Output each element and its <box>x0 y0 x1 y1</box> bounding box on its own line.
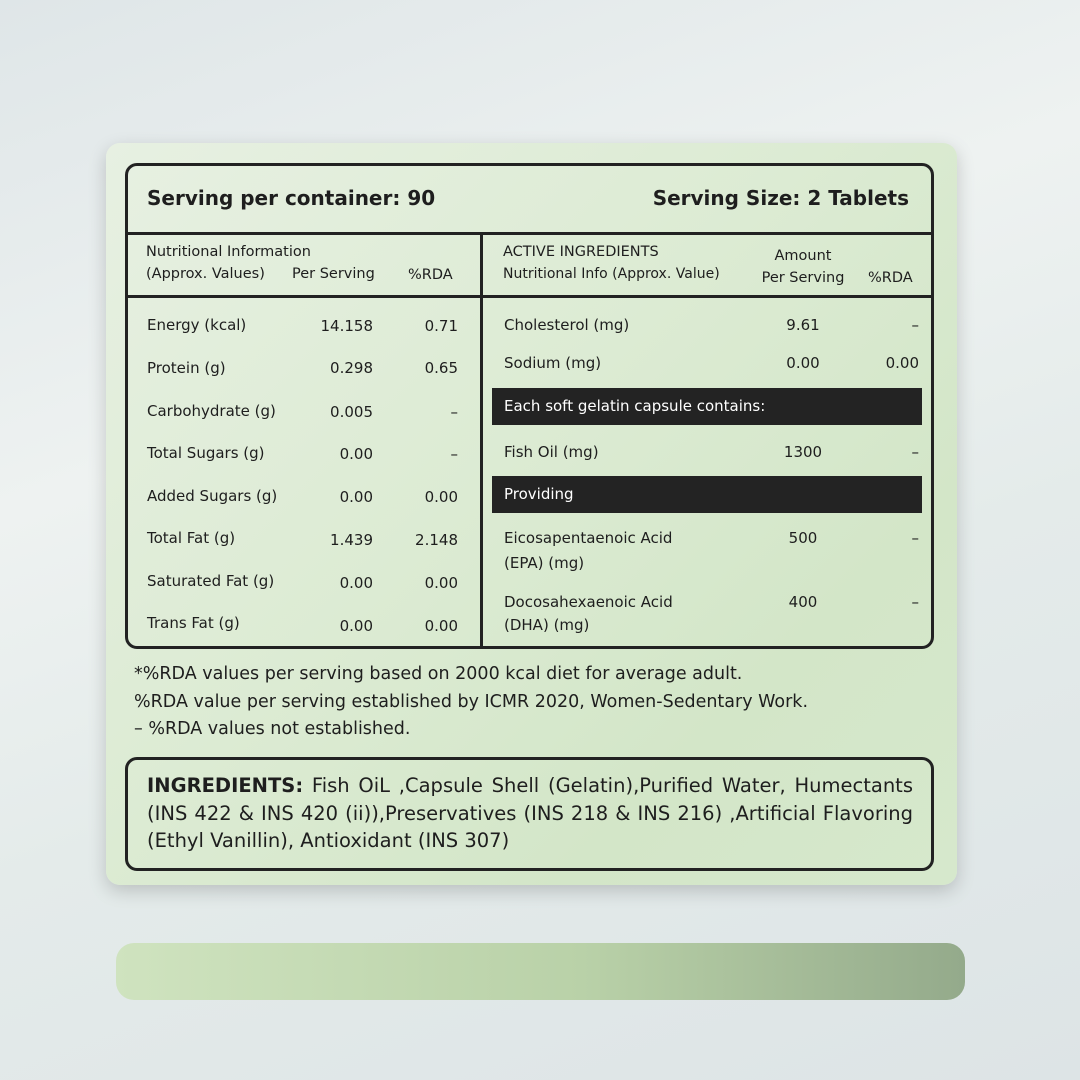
nutrient-label: Trans Fat (g) <box>147 614 240 632</box>
active-ingredient-rda: 0.00 <box>885 354 919 372</box>
footnotes <box>134 661 808 744</box>
nutrient-per-serving: 1.439 <box>330 531 373 549</box>
footnote: – %RDA values not established. <box>134 719 411 739</box>
col-header-rda: %RDA <box>408 267 453 283</box>
left-table-subtitle: (Approx. Values) <box>146 266 265 282</box>
nutrient-label: Carbohydrate (g) <box>147 402 276 420</box>
col-header-rda-right: %RDA <box>868 270 913 286</box>
epa-label: Eicosapentaenoic Acid <box>504 529 673 547</box>
active-ingredient-amount: 0.00 <box>786 354 820 372</box>
divider <box>128 295 931 298</box>
nutrient-per-serving: 0.00 <box>339 574 373 592</box>
footnote: %RDA value per serving established by ICMR 2020, Women-Sedentary Work. <box>134 691 809 712</box>
col-header-per-serving: Per Serving <box>292 266 375 282</box>
nutrient-label: Saturated Fat (g) <box>147 572 275 590</box>
active-ingredient-label: Cholesterol (mg) <box>504 316 630 334</box>
nutrient-per-serving: 14.158 <box>320 317 373 335</box>
nutrient-label: Added Sugars (g) <box>147 487 278 505</box>
nutrient-per-serving: 0.00 <box>339 445 373 463</box>
nutrient-per-serving: 0.00 <box>339 617 373 635</box>
nutrient-label: Total Fat (g) <box>147 529 236 547</box>
ingredients-box <box>125 757 934 871</box>
dha-amount: 400 <box>788 593 818 611</box>
right-table-subtitle: Nutritional Info (Approx. Value) <box>503 266 720 282</box>
active-ingredient-rda: – <box>911 316 919 334</box>
nutrient-label: Total Sugars (g) <box>147 444 265 462</box>
epa-label-sub: (EPA) (mg) <box>504 554 585 572</box>
col-header-amount: Amount <box>774 248 832 264</box>
active-ingredient-amount: 9.61 <box>786 316 820 334</box>
dha-rda: – <box>911 593 919 611</box>
ingredients-text: Fish OiL ,Capsule Shell (Gelatin),Purified Water, Humectants (INS 422 & INS 420 (ii)),Preservatives (INS 218 & INS 216) ,Artificial Flavoring (Ethyl Vanillin), Antioxidant (INS 307) <box>147 774 913 852</box>
providing-bar: Providing <box>492 476 922 513</box>
nutrient-per-serving: 0.298 <box>330 359 373 377</box>
serving-size: Serving Size: 2 Tablets <box>652 186 909 210</box>
nutrition-label-card <box>106 143 957 885</box>
dha-label: Docosahexaenoic Acid <box>504 593 673 611</box>
decorative-pill-bar <box>116 943 965 1000</box>
fish-oil-amount: 1300 <box>783 443 823 461</box>
nutrient-rda: – <box>450 445 458 463</box>
nutrient-rda: 0.00 <box>424 574 458 592</box>
active-ingredient-label: Sodium (mg) <box>504 354 602 372</box>
footnote: *%RDA values per serving based on 2000 kcal diet for average adult. <box>134 664 743 684</box>
epa-amount: 500 <box>788 529 818 547</box>
nutrient-rda: 0.00 <box>424 488 458 506</box>
nutrient-rda: 0.65 <box>424 359 458 377</box>
nutrient-rda: 0.71 <box>424 317 458 335</box>
epa-rda: – <box>911 529 919 547</box>
column-divider <box>480 232 483 646</box>
nutrient-label: Protein (g) <box>147 359 226 377</box>
fish-oil-label: Fish Oil (mg) <box>504 443 599 461</box>
left-table-title: Nutritional Information <box>146 244 311 260</box>
nutrient-label: Energy (kcal) <box>147 316 247 334</box>
nutrient-rda: – <box>450 403 458 421</box>
nutrition-table-panel <box>125 163 934 649</box>
col-header-amount-sub: Per Serving <box>761 270 845 286</box>
nutrient-per-serving: 0.00 <box>339 488 373 506</box>
nutrient-rda: 2.148 <box>415 531 458 549</box>
right-table-title: ACTIVE INGREDIENTS <box>503 244 659 260</box>
capsule-contains-bar: Each soft gelatin capsule contains: <box>492 388 922 425</box>
nutrient-per-serving: 0.005 <box>330 403 373 421</box>
nutrient-rda: 0.00 <box>424 617 458 635</box>
fish-oil-rda: – <box>911 443 919 461</box>
ingredients-label: INGREDIENTS: <box>147 774 304 797</box>
dha-label-sub: (DHA) (mg) <box>504 616 590 634</box>
serving-per-container: Serving per container: 90 <box>147 186 436 210</box>
divider <box>128 232 931 235</box>
